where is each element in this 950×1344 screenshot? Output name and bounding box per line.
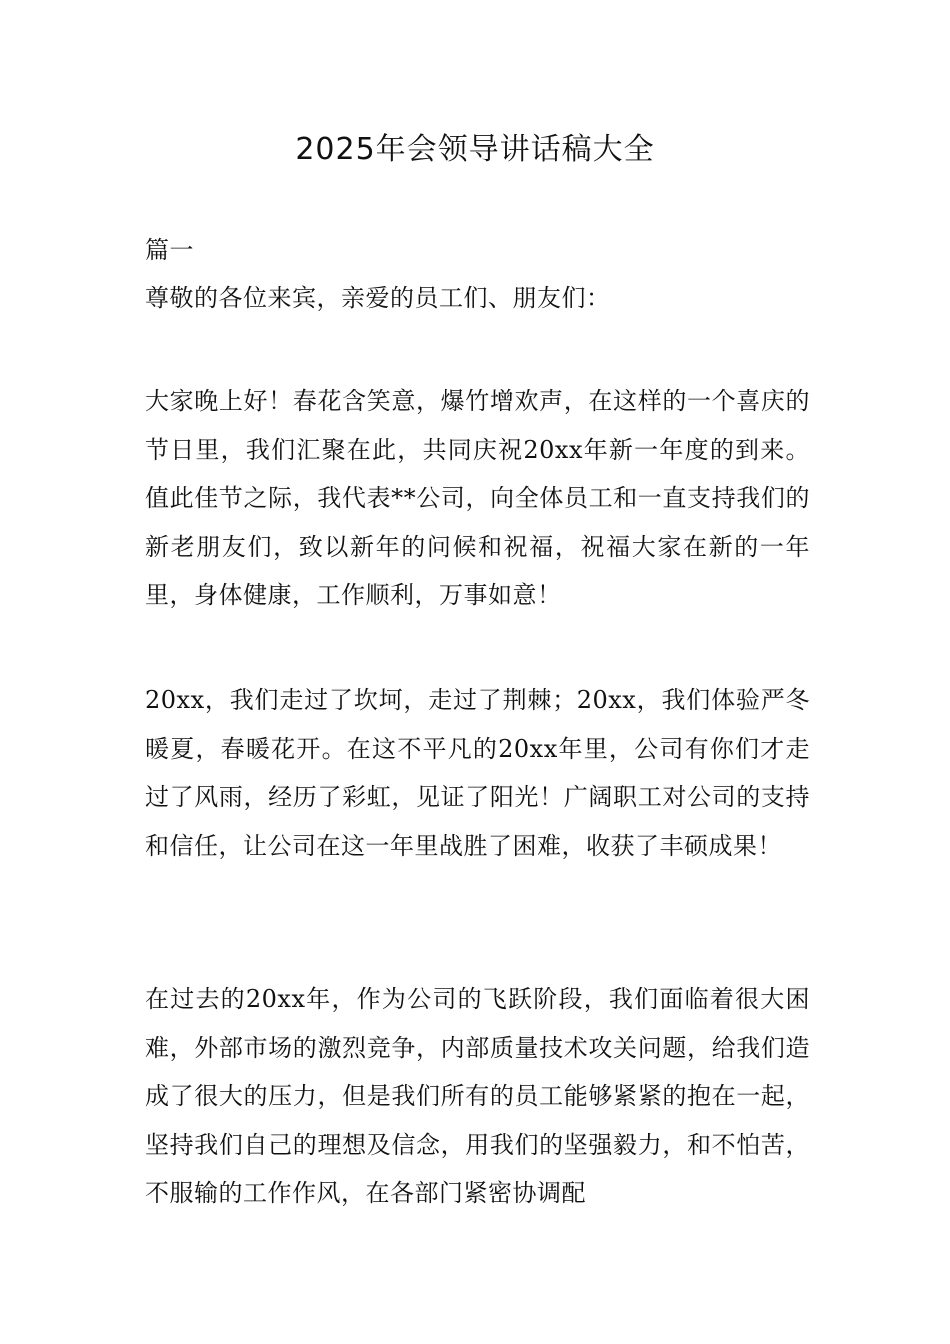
document-title: 2025年会领导讲话稿大全 xyxy=(295,132,655,167)
paragraph: 20xx，我们走过了坎坷，走过了荆棘；20xx，我们体验严冬暖夏，春暖花开。在这不平凡的20xx年里，公司有你们才走过了风雨，经历了彩虹，见证了阳光！广阔职工对公司的支持和信任，让公司在这一年里战胜了困难，收获了丰硕成果！ xyxy=(145,686,810,860)
section-label: 篇一 xyxy=(145,236,194,264)
paragraph: 大家晚上好！春花含笑意，爆竹增欢声，在这样的一个喜庆的节日里，我们汇聚在此，共同庆祝20xx年新一年度的到来。值此佳节之际，我代表**公司，向全体员工和一直支持我们的新老朋友们，致以新年的问候和祝福，祝福大家在新的一年里，身体健康，工作顺利，万事如意！ xyxy=(145,387,810,609)
salutation: 尊敬的各位来宾，亲爱的员工们、朋友们： xyxy=(145,284,611,312)
paragraph: 在过去的20xx年，作为公司的飞跃阶段，我们面临着很大困难，外部市场的激烈竞争，内部质量技术攻关问题，给我们造成了很大的压力，但是我们所有的员工能够紧紧的抱在一起，坚持我们自己的理想及信念，用我们的坚强毅力，和不怕苦，不服输的工作作风，在各部门紧密协调配 xyxy=(145,985,810,1207)
